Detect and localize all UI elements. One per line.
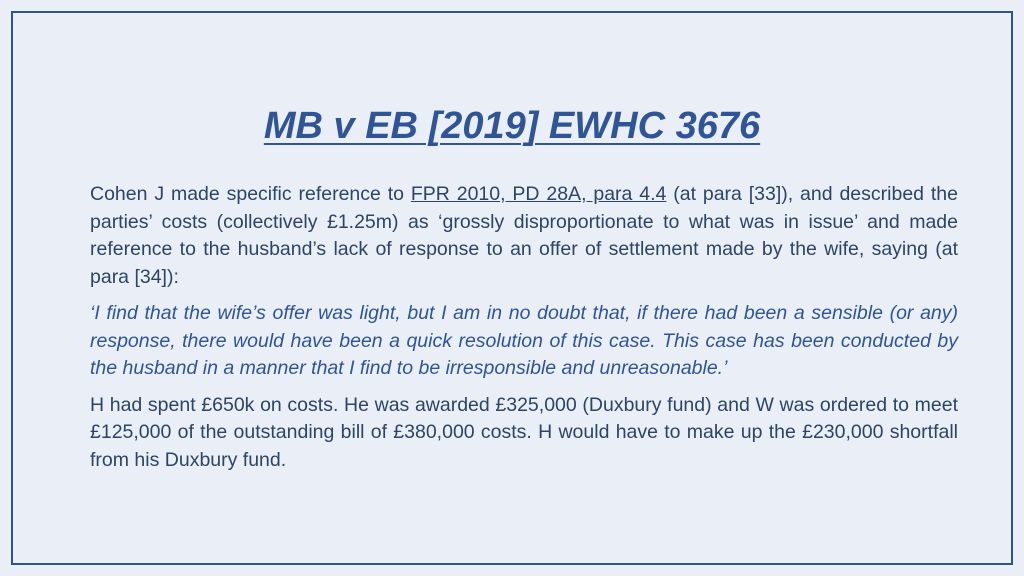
paragraph-intro bbox=[90, 181, 958, 291]
intro-text-before-link: Cohen J made specific reference to bbox=[90, 183, 411, 205]
judgment-quote: ‘I find that the wife’s offer was light, but I am in no doubt that, if there had been a sensible (or any) response, there would have been a quick resolution of this case. This case has been conducted by the husband in a manner that I find to be irresponsible and unreasonable.’ bbox=[90, 302, 958, 379]
intro-text-after-link: (at para [33]), and described the parties’ costs (collectively £1.25m) as ‘grossly disproportionate to what was in issue’ and made reference to the husband’s lack of response to an offer of settlement made by the wife, saying (at para [34]): bbox=[90, 183, 958, 288]
slide-body bbox=[90, 181, 958, 483]
fpr-reference-link[interactable]: FPR 2010, PD 28A, para 4.4 bbox=[410, 183, 667, 205]
slide-title: MB v EB [2019] EWHC 3676 bbox=[263, 105, 761, 147]
paragraph-costs-summary: H had spent £650k on costs. He was awarded £325,000 (Duxbury fund) and W was ordered to meet £125,000 of the outstanding bill of £380,000 costs. H would have to make up the £230,000 shortfall from his Duxbury fund. bbox=[90, 393, 958, 471]
